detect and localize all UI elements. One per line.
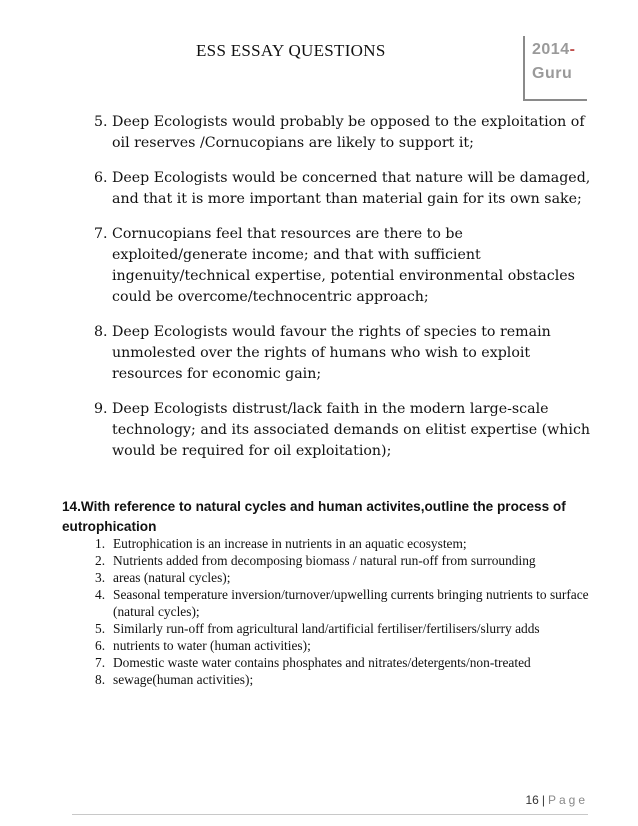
item-text: nutrients to water (human activities); <box>113 638 311 653</box>
footer-separator: | <box>541 793 545 807</box>
item-text: Cornucopians feel that resources are there to be exploited/generate income; and that with sufficient ingenuity/technical expertise, potential environmental obstacles could be overcome/technocentric approach; <box>112 226 575 305</box>
item-text: Eutrophication is an increase in nutrients in an aquatic ecosystem; <box>113 536 467 551</box>
answer-list-eutrophication <box>80 535 610 688</box>
item-text: sewage(human activities); <box>113 672 254 687</box>
item-number: 8. <box>95 672 106 687</box>
list-item <box>80 168 600 210</box>
list-item <box>80 399 600 462</box>
item-text: areas (natural cycles); <box>113 570 231 585</box>
list-item <box>80 654 610 671</box>
question-heading: 14.With reference to natural cycles and human activites,outline the process of eutrophication <box>62 499 566 534</box>
item-number: 8. <box>94 324 108 340</box>
item-text: Similarly run-off from agricultural land/artificial fertiliser/fertilisers/slurry adds <box>113 621 540 636</box>
item-number: 5. <box>94 114 108 130</box>
page-label: Page <box>547 793 588 807</box>
item-text: Deep Ecologists distrust/lack faith in the modern large-scale technology; and its associated demands on elitist expertise (which would be required for oil exploitation); <box>112 401 591 459</box>
list-item <box>80 637 610 654</box>
item-number: 3. <box>95 570 106 585</box>
footer-rule <box>72 814 588 815</box>
item-text: Nutrients added from decomposing biomass / natural run-off from surrounding <box>113 553 536 568</box>
header-year: 2014 <box>532 41 570 58</box>
header-tag: Guru <box>532 65 573 82</box>
list-item <box>80 671 610 688</box>
list-item <box>80 620 610 637</box>
header-year-dash: - <box>569 41 576 58</box>
item-number: 7. <box>94 226 108 242</box>
item-number: 1. <box>95 536 106 551</box>
item-number: 6. <box>95 638 106 653</box>
page-number: 16 <box>525 793 539 807</box>
page-footer <box>525 793 588 807</box>
list-item <box>80 569 610 586</box>
item-number: 2. <box>95 553 106 568</box>
item-number: 7. <box>95 655 106 670</box>
item-text: Seasonal temperature inversion/turnover/upwelling currents bringing nutrients to surface (natural cycles); <box>113 587 589 619</box>
item-number: 5. <box>95 621 106 636</box>
item-text: Domestic waste water contains phosphates and nitrates/detergents/non-treated <box>113 655 531 670</box>
document-title: ESS ESSAY QUESTIONS <box>196 41 386 60</box>
answer-list-primary <box>80 112 600 476</box>
list-item <box>80 322 600 385</box>
list-item <box>80 224 600 308</box>
item-text: Deep Ecologists would be concerned that nature will be damaged, and that it is more important than material gain for its own sake; <box>112 170 591 207</box>
header-rule <box>523 99 587 101</box>
item-number: 6. <box>94 170 108 186</box>
page-header <box>0 0 638 100</box>
list-item <box>80 535 610 552</box>
header-year-block <box>532 38 575 86</box>
item-text: Deep Ecologists would probably be opposed to the exploitation of oil reserves /Cornucopians are likely to support it; <box>112 114 585 151</box>
header-divider <box>523 36 525 100</box>
item-text: Deep Ecologists would favour the rights of species to remain unmolested over the rights of humans who wish to exploit resources for economic gain; <box>112 324 551 382</box>
item-number: 9. <box>94 401 108 417</box>
item-number: 4. <box>95 587 106 602</box>
list-item <box>80 586 610 620</box>
list-item <box>80 552 610 569</box>
list-item <box>80 112 600 154</box>
